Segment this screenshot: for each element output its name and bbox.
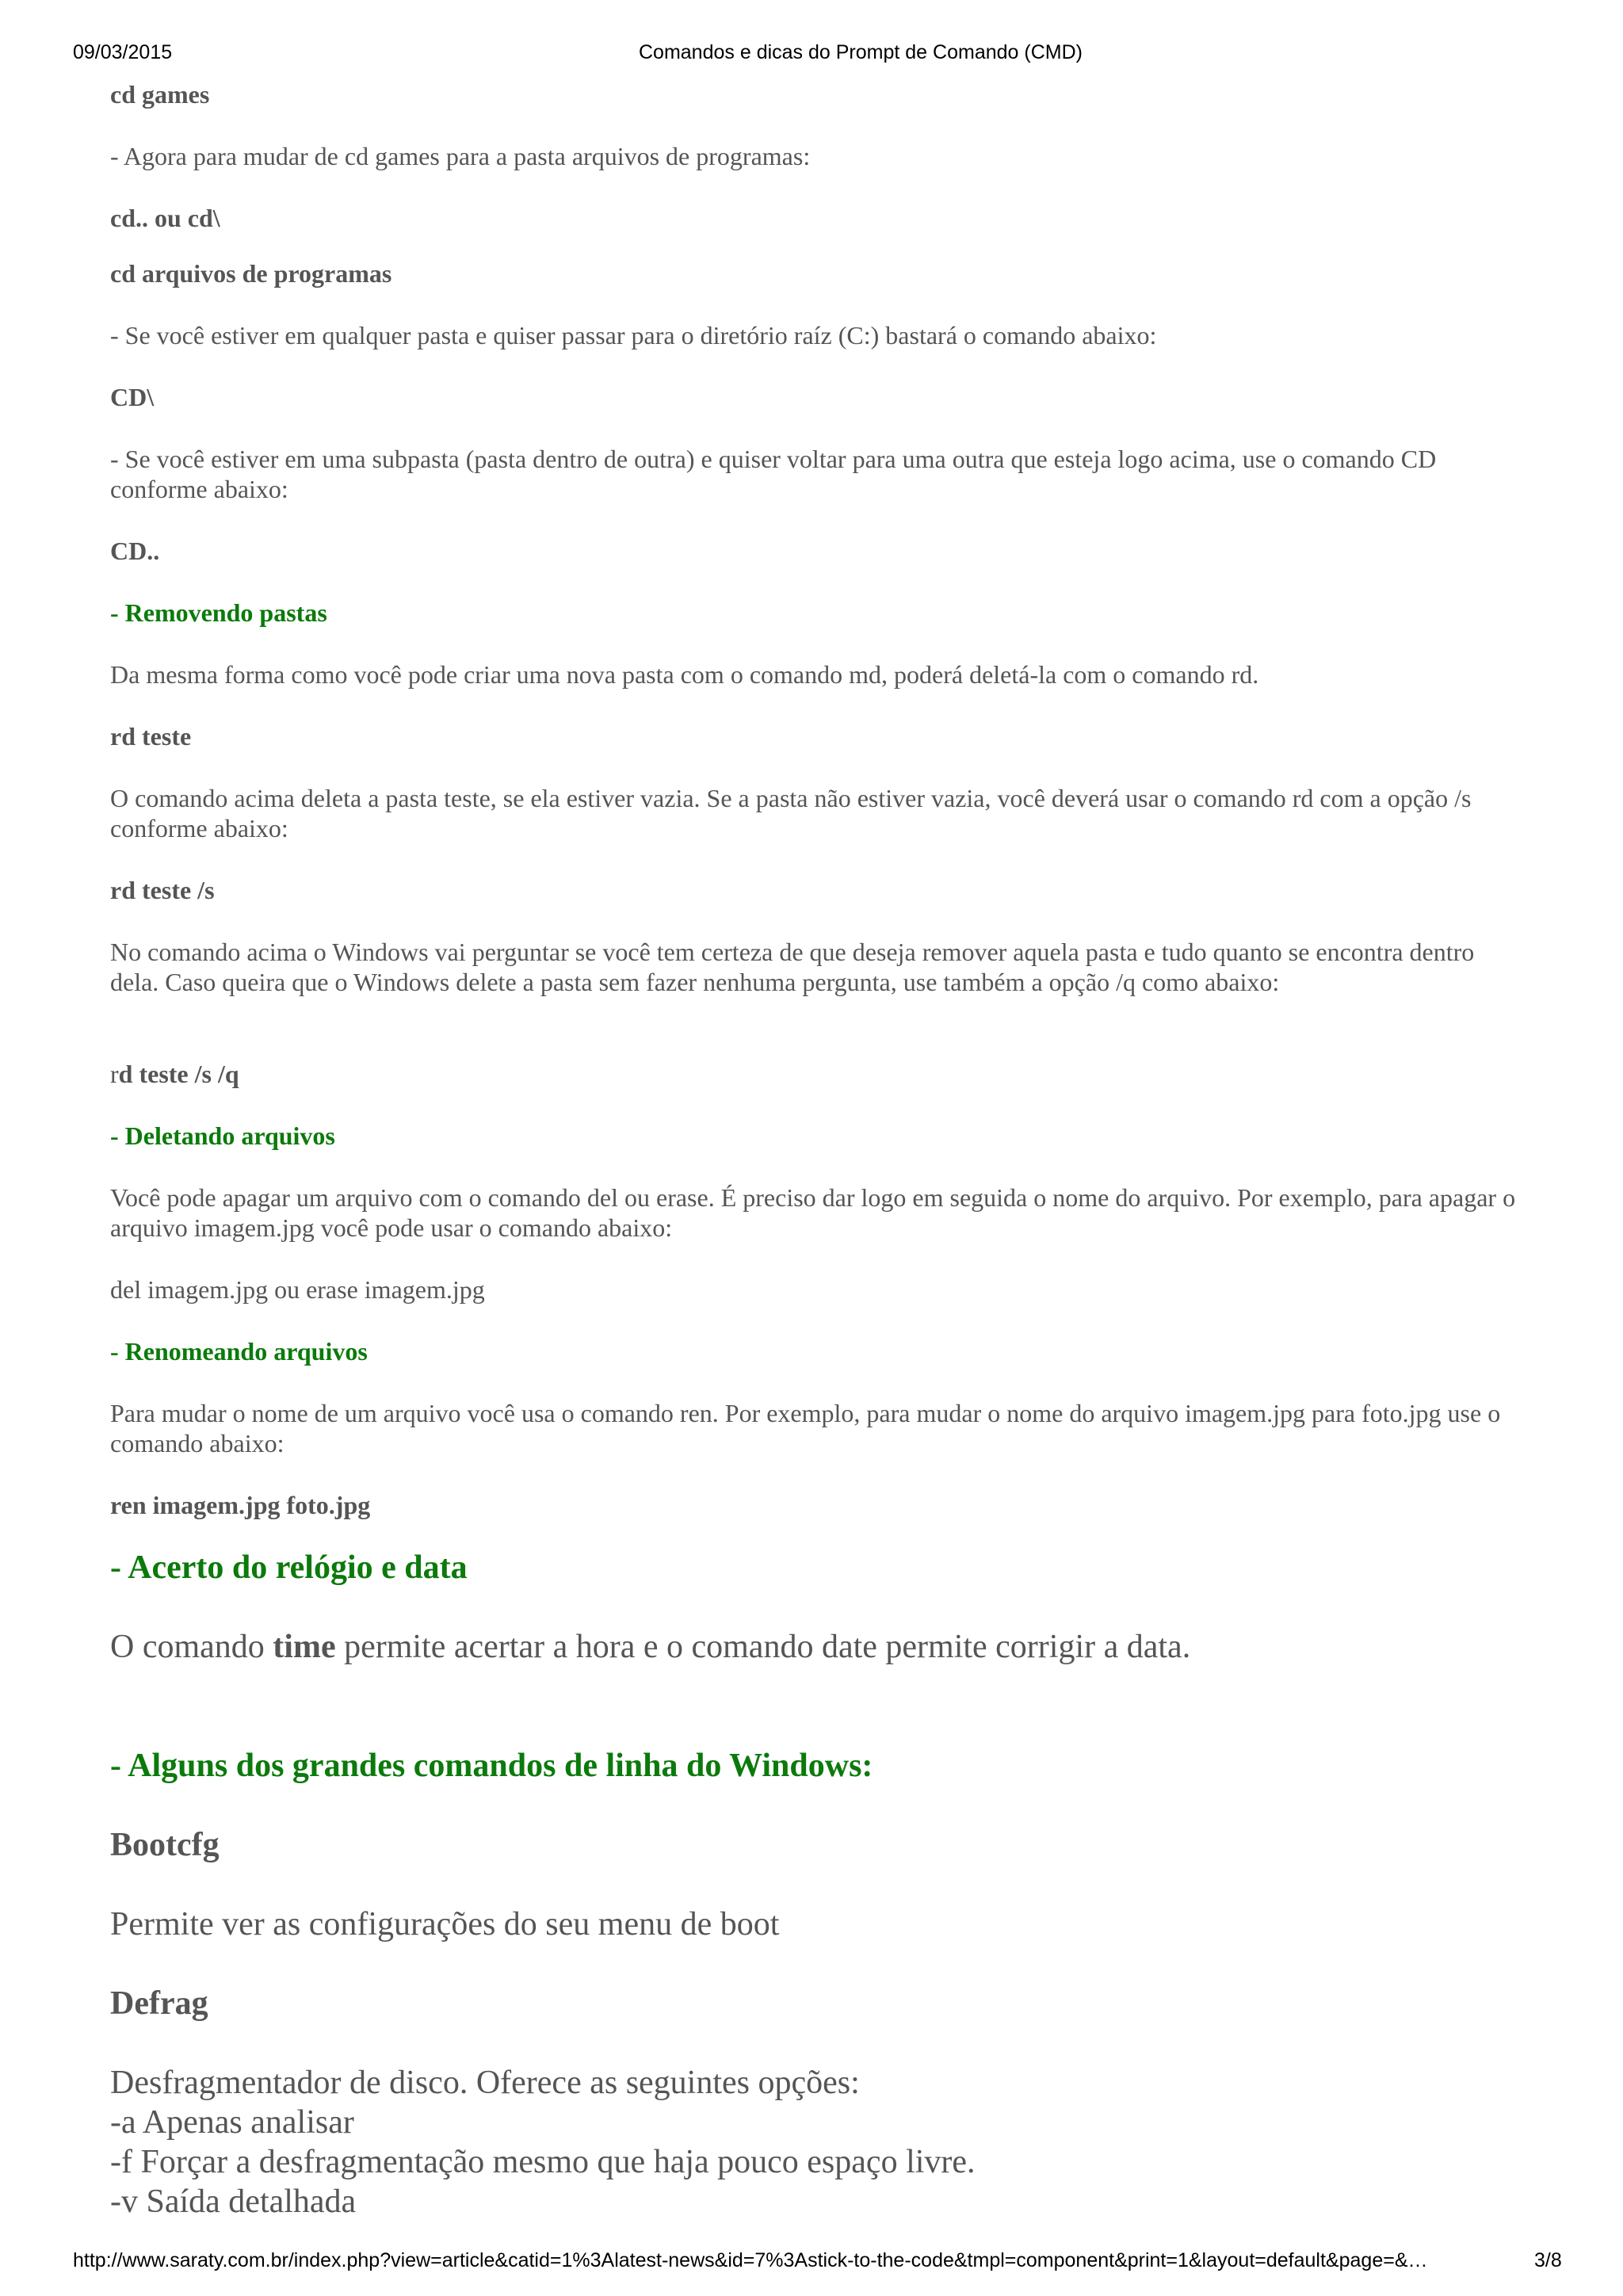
- heading-removendo-pastas: - Removendo pastas: [110, 598, 327, 627]
- paragraph-rd-vazia: O comando acima deleta a pasta teste, se ela estiver vazia. Se a pasta não estiver vazia, você deverá usar o comando rd com a opção /s conforme abaixo:: [110, 784, 1472, 842]
- heading-acerto-relogio: - Acerto do relógio e data: [110, 1549, 468, 1586]
- defrag-option-v: -v Saída detalhada: [110, 2183, 357, 2220]
- paragraph-defrag: Desfragmentador de disco. Oferece as seguintes opções:: [110, 2065, 860, 2101]
- code-del-example: del imagem.jpg ou erase imagem.jpg: [110, 1275, 485, 1304]
- heading-defrag: Defrag: [110, 1985, 208, 2022]
- code-rd-teste: rd teste: [110, 722, 192, 751]
- defrag-option-a: -a Apenas analisar: [110, 2104, 354, 2141]
- paragraph-time: [110, 1627, 1521, 1667]
- paragraph-subpasta: - Se você estiver em uma subpasta (pasta dentro de outra) e quiser voltar para uma outra que esteja logo acima, use o comando CD conforme abaixo:: [110, 445, 1437, 503]
- heading-grandes-comandos: - Alguns dos grandes comandos de linha do Windows:: [110, 1748, 873, 1784]
- code-rd-prefix: r: [110, 1060, 119, 1088]
- page-title: Comandos e dicas do Prompt de Comando (CMD): [639, 41, 1083, 63]
- code-cd-up: CD..: [110, 537, 160, 565]
- paragraph-renomeando: Para mudar o nome de um arquivo você usa o comando ren. Por exemplo, para mudar o nome do arquivo imagem.jpg para foto.jpg use o comando abaixo:: [110, 1399, 1501, 1457]
- code-rd-teste-s: rd teste /s: [110, 876, 215, 904]
- paragraph-deletando: Você pode apagar um arquivo com o comando del ou erase. É preciso dar logo em seguida o nome do arquivo. Por exemplo, para apagar o arquivo imagem.jpg você pode usar o comando abaixo:: [110, 1183, 1516, 1242]
- defrag-option-f: -f Forçar a desfragmentação mesmo que haja pouco espaço livre.: [110, 2144, 976, 2180]
- time-text-after: permite acertar a hora e o comando date permite corrigir a data.: [335, 1629, 1191, 1665]
- paragraph-bootcfg: Permite ver as configurações do seu menu de boot: [110, 1906, 780, 1943]
- code-cd-dotdot: cd.. ou cd\: [110, 204, 220, 232]
- paragraph-rd-pergunta: No comando acima o Windows vai perguntar se você tem certeza de que deseja remover aquela pasta e tudo quanto se encontra dentro dela. Caso queira que o Windows delete a pasta sem fazer nenhuma pergunta, use também a opção /q como abaixo:: [110, 938, 1475, 996]
- paragraph-raiz: - Se você estiver em qualquer pasta e quiser passar para o diretório raíz (C:) bastará o comando abaixo:: [110, 321, 1157, 350]
- heading-renomeando-arquivos: - Renomeando arquivos: [110, 1337, 368, 1366]
- footer-url: http://www.saraty.com.br/index.php?view=article&catid=1%3Alatest-news&id=7%3Astick-to-the-code&tmpl=component&print=1&layout=default&page=&…: [73, 2249, 1428, 2271]
- code-cd-root: CD\: [110, 383, 155, 411]
- footer-page-number: 3/8: [1534, 2249, 1562, 2271]
- heading-bootcfg: Bootcfg: [110, 1827, 220, 1863]
- code-ren-example: ren imagem.jpg foto.jpg: [110, 1491, 371, 1519]
- paragraph-removendo: Da mesma forma como você pode criar uma nova pasta com o comando md, poderá deletá-la com o comando rd.: [110, 660, 1259, 689]
- code-cd-games: cd games: [110, 80, 210, 109]
- print-date: 09/03/2015: [73, 41, 173, 63]
- defrag-description: [110, 2063, 1521, 2222]
- code-cd-arquivos: cd arquivos de programas: [110, 259, 392, 288]
- time-text-before: O comando: [110, 1629, 273, 1665]
- code-rd-rest: d teste /s /q: [118, 1060, 239, 1088]
- heading-deletando-arquivos: - Deletando arquivos: [110, 1121, 335, 1150]
- time-command: time: [273, 1629, 336, 1665]
- code-rd-teste-s-q: [110, 1059, 1521, 1089]
- paragraph-agora: - Agora para mudar de cd games para a pasta arquivos de programas:: [110, 142, 811, 170]
